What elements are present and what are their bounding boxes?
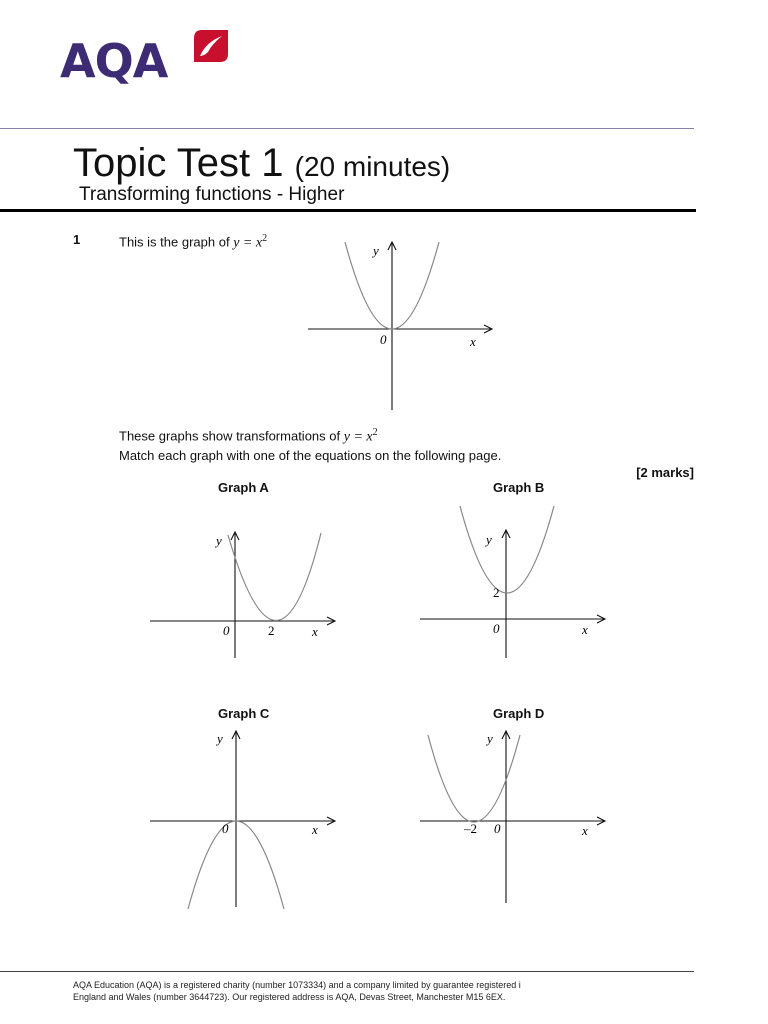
graph-a-root-label: 2 (268, 623, 275, 638)
main-origin-label: 0 (380, 332, 387, 347)
graph-main (300, 236, 500, 416)
duration-text: (20 minutes) (294, 151, 451, 182)
graph-d-title: Graph D (493, 706, 545, 721)
main-x-label: x (470, 334, 476, 349)
graph-a-title: Graph A (218, 480, 269, 495)
graph-d-origin: 0 (494, 821, 501, 836)
graph-a (140, 500, 350, 665)
graph-b-intercept-label: 2 (493, 585, 500, 600)
graph-b-y-label: y (486, 532, 492, 547)
footer-line-1: AQA Education (AQA) is a registered charity (number 1073334) and a company limited by guarantee registered i (73, 980, 521, 990)
equation-rhs: x (255, 235, 263, 251)
graph-a-origin: 0 (223, 623, 230, 638)
intro-text: This is the graph of (119, 234, 230, 250)
equation-exponent: 2 (262, 233, 268, 244)
graph-c-x-label: x (312, 822, 318, 837)
main-y-label: y (373, 243, 379, 258)
footer-rule (0, 971, 694, 972)
graph-b-origin: 0 (493, 621, 500, 636)
graph-d-root-label: –2 (464, 821, 477, 836)
graph-c-y-label: y (217, 731, 223, 746)
logo-swoosh-icon (192, 28, 230, 64)
question-intro: This is the graph of $y = x^2$ (119, 233, 268, 251)
transform-sentence: These graphs show transformations of $y = x^2$ (119, 427, 378, 445)
title-text: Topic Test 1 (73, 141, 284, 185)
graph-a-x-label: x (312, 624, 318, 639)
page-title (73, 140, 450, 190)
graph-a-y-label: y (216, 533, 222, 548)
equation-lhs: y (233, 235, 240, 251)
graph-d-x-label: x (582, 823, 588, 838)
graph-d-y-label: y (487, 731, 493, 746)
instruction-text: Match each graph with one of the equations on the following page. (119, 448, 502, 463)
transform-text: These graphs show transformations of (119, 428, 341, 444)
graph-b (410, 500, 620, 665)
graph-c-origin: 0 (222, 821, 229, 836)
aqa-logo (60, 28, 230, 90)
footer-line-2: England and Wales (number 3644723). Our registered address is AQA, Devas Street, Manchester M15 6EX. (73, 992, 506, 1002)
header-rule (0, 128, 694, 129)
marks-label: [2 marks] (636, 465, 694, 480)
graph-d (410, 725, 620, 915)
logo-text: AQA (60, 34, 168, 88)
title-rule (0, 209, 696, 212)
graph-c (140, 725, 350, 915)
graph-b-title: Graph B (493, 480, 545, 495)
page-subtitle: Transforming functions - Higher (79, 184, 345, 205)
footer (73, 979, 521, 1003)
question-number: 1 (73, 232, 81, 247)
graph-b-x-label: x (582, 622, 588, 637)
graph-c-title: Graph C (218, 706, 270, 721)
